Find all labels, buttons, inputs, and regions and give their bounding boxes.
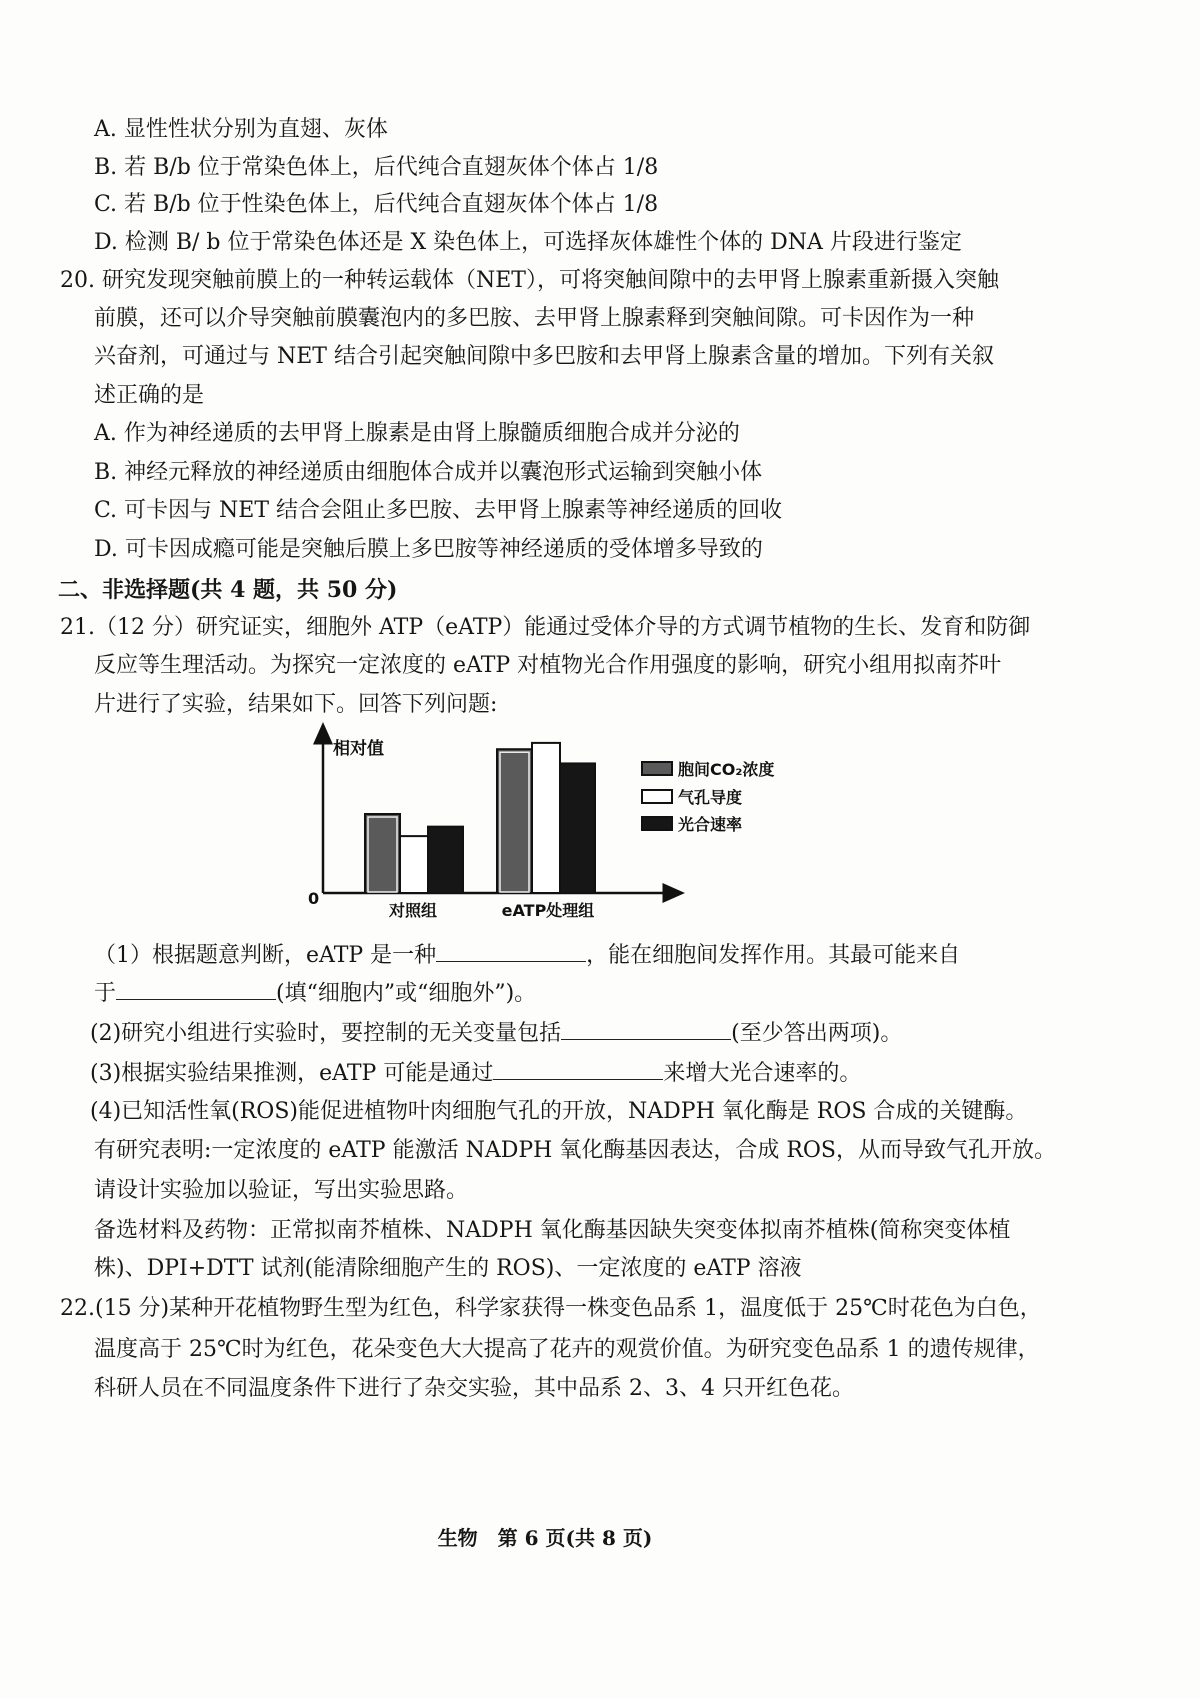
text: ，能在细胞间发挥作用。其最可能来自 — [586, 943, 961, 968]
option-19d: D. 检测 B/ b 位于常染色体还是 X 染色体上，可选择灰体雄性个体的 DNA 片段进行鉴定 — [94, 230, 962, 255]
page-footer: 生物 第 6 页(共 8 页) — [437, 1526, 653, 1550]
bar-chart — [290, 720, 810, 930]
q21-stem-line: 21.（12 分）研究证实，细胞外 ATP（eATP）能通过受体介导的方式调节植物的生长、发育和防御 — [60, 615, 1031, 640]
q21-part4-line: 有研究表明:一定浓度的 eATP 能激活 NADPH 氧化酶基因表达，合成 ROS，从而导致气孔开放。 — [94, 1138, 1056, 1163]
text: (2)研究小组进行实验时，要控制的无关变量包括 — [90, 1021, 562, 1046]
bar-photosynthesis-rate — [560, 763, 595, 893]
option-20a: A. 作为神经递质的去甲肾上腺素是由肾上腺髓质细胞合成并分泌的 — [94, 421, 740, 446]
q21-part1-line — [94, 979, 536, 1008]
text: (3)根据实验结果推测，eATP 可能是通过 — [90, 1061, 494, 1086]
legend-label: 光合速率 — [678, 815, 743, 834]
text: (填“细胞内”或“细胞外”)。 — [276, 981, 537, 1006]
q21-part4-line: 请设计实验加以验证，写出实验思路。 — [94, 1178, 469, 1203]
q20-stem-line: 兴奋剂，可通过与 NET 结合引起突触间隙中多巴胺和去甲肾上腺素含量的增加。下列有关叙 — [94, 344, 994, 369]
answer-blank[interactable] — [493, 1059, 663, 1080]
section-title: 二、非选择题(共 4 题，共 50 分) — [58, 577, 398, 603]
option-19b: B. 若 B/b 位于常染色体上，后代纯合直翅灰体个体占 1/8 — [94, 155, 659, 180]
q21-stem-line: 片进行了实验，结果如下。回答下列问题: — [94, 692, 498, 717]
q21-part1-line — [94, 941, 960, 970]
q21-stem-line: 反应等生理活动。为探究一定浓度的 eATP 对植物光合作用强度的影响，研究小组用拟南芥叶 — [94, 653, 1002, 678]
q20-stem-line: 前膜，还可以介导突触前膜囊泡内的多巴胺、去甲肾上腺素释到突触间隙。可卡因作为一种 — [94, 306, 975, 331]
legend-swatch — [642, 790, 672, 803]
y-axis-label: 相对值 — [333, 739, 384, 759]
bar-co2 — [365, 814, 400, 893]
text: (至少答出两项)。 — [731, 1021, 903, 1046]
q20-stem-line: 述正确的是 — [94, 383, 205, 408]
q21-part2-line — [90, 1019, 902, 1048]
option-20d: D. 可卡因成瘾可能是突触后膜上多巴胺等神经递质的受体增多导致的 — [94, 537, 763, 562]
answer-blank[interactable] — [561, 1019, 731, 1040]
bar-stomatal-conductance — [532, 743, 560, 893]
option-20c: C. 可卡因与 NET 结合会阻止多巴胺、去甲肾上腺素等神经递质的回收 — [94, 498, 783, 523]
text: 于 — [94, 981, 117, 1006]
text: （1）根据题意判断，eATP 是一种 — [94, 943, 437, 968]
bar-co2 — [497, 749, 532, 893]
bar-stomatal-conductance — [400, 836, 428, 893]
text: 来增大光合速率的。 — [663, 1061, 862, 1086]
legend-swatch — [642, 762, 672, 775]
legend-swatch — [642, 817, 672, 830]
q22-stem-line: 科研人员在不同温度条件下进行了杂交实验，其中品系 2、3、4 只开红色花。 — [94, 1376, 854, 1401]
q22-stem-line: 温度高于 25℃时为红色，花朵变色大大提高了花卉的观赏价值。为研究变色品系 1 的遗传规律， — [94, 1337, 1040, 1362]
answer-blank[interactable] — [116, 979, 276, 1000]
legend-label: 胞间CO₂浓度 — [678, 760, 775, 779]
x-tick-label: eATP处理组 — [501, 901, 595, 920]
q20-stem-line: 20. 研究发现突触前膜上的一种转运载体（NET），可将突触间隙中的去甲肾上腺素重新摄入突触 — [60, 268, 999, 293]
option-19c: C. 若 B/b 位于性染色体上，后代纯合直翅灰体个体占 1/8 — [94, 192, 659, 217]
option-19a: A. 显性性状分别为直翅、灰体 — [94, 117, 388, 142]
q22-stem-line: 22.(15 分)某种开花植物野生型为红色，科学家获得一株变色品系 1，温度低于 25℃时花色为白色， — [60, 1296, 1042, 1321]
option-20b: B. 神经元释放的神经递质由细胞体合成并以囊泡形式运输到突触小体 — [94, 460, 763, 485]
q21-part4-line: (4)已知活性氧(ROS)能促进植物叶肉细胞气孔的开放，NADPH 氧化酶是 ROS 合成的关键酶。 — [90, 1099, 1028, 1124]
answer-blank[interactable] — [436, 941, 586, 962]
q21-part3-line — [90, 1059, 861, 1088]
q21-part4-line: 备选材料及药物：正常拟南芥植株、NADPH 氧化酶基因缺失突变体拟南芥植株(简称突变体植 — [94, 1218, 1011, 1243]
bar-photosynthesis-rate — [428, 827, 463, 893]
x-tick-label: 对照组 — [388, 901, 438, 920]
origin-label: 0 — [308, 889, 320, 908]
legend-label: 气孔导度 — [678, 788, 743, 807]
q21-part4-line: 株)、DPI+DTT 试剂(能清除细胞产生的 ROS)、一定浓度的 eATP 溶液 — [94, 1256, 802, 1281]
